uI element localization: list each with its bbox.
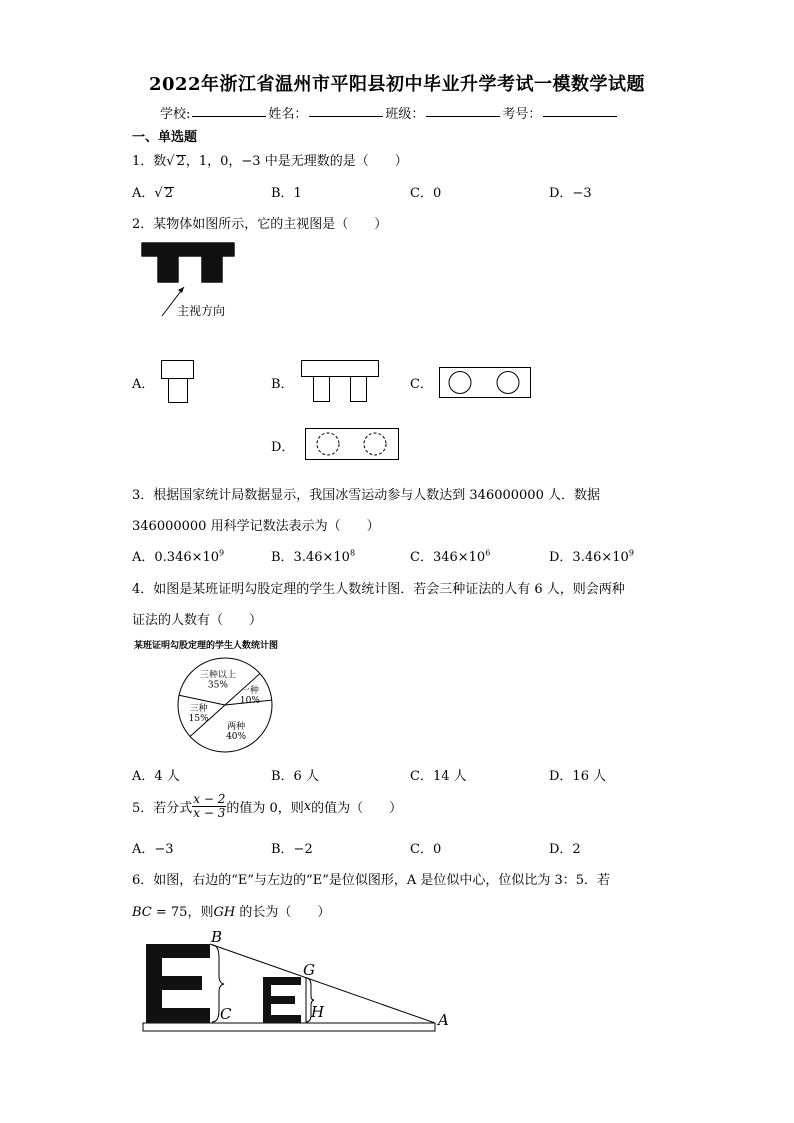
label-g: G — [303, 961, 315, 979]
q3-d-exp: 9 — [628, 548, 634, 558]
exam-no-field[interactable] — [543, 103, 617, 117]
q5-text-pre: 5．若分式 — [132, 801, 193, 816]
question-5 — [132, 793, 402, 820]
q1-text-post: ，1，0，−3 中是无理数的是（ ） — [185, 154, 408, 169]
q3-option-a[interactable] — [132, 546, 224, 565]
exam-no-label: 考号： — [502, 107, 542, 122]
q5-variable: x — [303, 799, 312, 814]
view-direction-caption: 主视方向 — [177, 304, 226, 318]
class-label: 班级： — [385, 107, 425, 122]
q4-option-c[interactable]: C．14 人 — [410, 769, 467, 784]
q1-option-b[interactable]: B．1 — [271, 186, 302, 201]
q6-line2-post: 的长为（ ） — [235, 905, 331, 920]
q3-c-text: C．346×10 — [410, 550, 486, 565]
q3-option-b[interactable] — [271, 546, 355, 565]
exam-title: 2022年浙江省温州市平阳县初中毕业升学考试一模数学试题 — [148, 74, 646, 95]
q2-option-b[interactable]: B． — [271, 377, 294, 392]
question-2: 2．某物体如图所示，它的主视图是（ ） — [132, 217, 388, 232]
q3-option-d[interactable] — [549, 546, 634, 565]
q2-option-a[interactable]: A． — [132, 377, 155, 392]
q3-a-exp: 9 — [219, 548, 225, 558]
q3-option-c[interactable] — [410, 546, 490, 565]
q3-c-exp: 6 — [485, 548, 491, 558]
question-6-line2 — [132, 901, 330, 920]
student-info-line — [160, 103, 619, 122]
pie-slice-label: 三种以上 — [199, 670, 236, 681]
section-heading: 一、单选题 — [132, 130, 198, 145]
q5-option-d[interactable]: D．2 — [549, 842, 581, 857]
q1-option-d[interactable]: D．−3 — [549, 186, 592, 201]
question-6-line1: 6．如图，右边的“E”与左边的“E”是位似图形，A 是位似中心，位似比为 3：5．若 — [132, 873, 611, 888]
label-h: H — [311, 1003, 325, 1021]
q1-a-sqrt: 2 — [164, 186, 173, 201]
q5-option-a[interactable]: A．−3 — [132, 842, 174, 857]
q4-option-d[interactable]: D．16 人 — [549, 769, 607, 784]
q3-d-text: D．3.46×10 — [549, 550, 629, 565]
pie-slice-percent: 10% — [239, 695, 260, 706]
pie-slice-percent: 35% — [207, 680, 228, 691]
pie-chart — [160, 650, 290, 758]
q4-option-b[interactable]: B．6 人 — [271, 769, 319, 784]
q6-line2-mid: = 75，则 — [151, 905, 214, 920]
q1-sqrt-value: 2 — [176, 154, 185, 169]
class-field[interactable] — [426, 103, 500, 117]
q1-text-pre: 1．数 — [132, 154, 167, 169]
pie-slice-label: 一种 — [240, 685, 259, 696]
name-label: 姓名： — [268, 107, 308, 122]
question-4-line2: 证法的人数有（ ） — [132, 613, 263, 628]
q5-option-c[interactable]: C．0 — [410, 842, 442, 857]
question-4-line1: 4．如图是某班证明勾股定理的学生人数统计图．若会三种证法的人有 6 人，则会两种 — [132, 582, 625, 597]
pie-slice-label: 两种 — [227, 721, 246, 732]
pie-slice-percent: 15% — [188, 714, 209, 725]
question-1: 1．数√ 2，1，0，−3 中是无理数的是（ ） — [132, 154, 408, 169]
name-field[interactable] — [309, 103, 383, 117]
q2-option-a-figure — [160, 359, 200, 407]
school-field[interactable] — [192, 103, 266, 117]
question-3-line1: 3．根据国家统计局数据显示，我国冰雪运动参与人数达到 346000000 人．数据 — [132, 488, 600, 503]
q6-var-gh: GH — [213, 905, 236, 920]
q5-fraction — [192, 793, 226, 820]
q2-option-d[interactable]: D． — [271, 440, 295, 455]
school-label: 学校: — [160, 107, 191, 122]
q5-numerator: x − 2 — [193, 792, 226, 806]
pie-slice-percent: 40% — [226, 731, 247, 742]
q6-var-bc: BC — [132, 905, 152, 920]
label-b: B — [211, 928, 223, 946]
label-c: C — [220, 1005, 232, 1023]
q5-denominator: x − 3 — [193, 806, 226, 820]
q3-a-text: A．0.346×10 — [132, 550, 220, 565]
q4-option-a[interactable]: A．4 人 — [132, 769, 180, 784]
q2-option-c-figure — [438, 366, 534, 402]
pie-slice-label: 三种 — [189, 704, 208, 715]
q3-b-text: B．3.46×10 — [271, 550, 350, 565]
q5-option-b[interactable]: B．−2 — [271, 842, 313, 857]
q1-option-a[interactable]: A．√ 2 — [132, 186, 173, 201]
q1-a-label: A． — [132, 186, 155, 201]
q1-option-c[interactable]: C．0 — [410, 186, 442, 201]
q2-option-b-figure — [300, 359, 382, 407]
pie-chart-title: 某班证明勾股定理的学生人数统计图 — [134, 641, 279, 651]
q5-text-mid: 的值为 0，则 — [226, 801, 304, 816]
q6-homothety-figure — [140, 928, 460, 1036]
q2-option-d-figure — [304, 427, 402, 463]
q5-text-post: 的值为（ ） — [311, 801, 403, 816]
q3-b-exp: 8 — [349, 548, 356, 558]
question-3-line2: 346000000 用科学记数法表示为（ ） — [132, 519, 380, 534]
label-a: A — [438, 1011, 449, 1029]
q2-option-c[interactable]: C． — [410, 377, 433, 392]
